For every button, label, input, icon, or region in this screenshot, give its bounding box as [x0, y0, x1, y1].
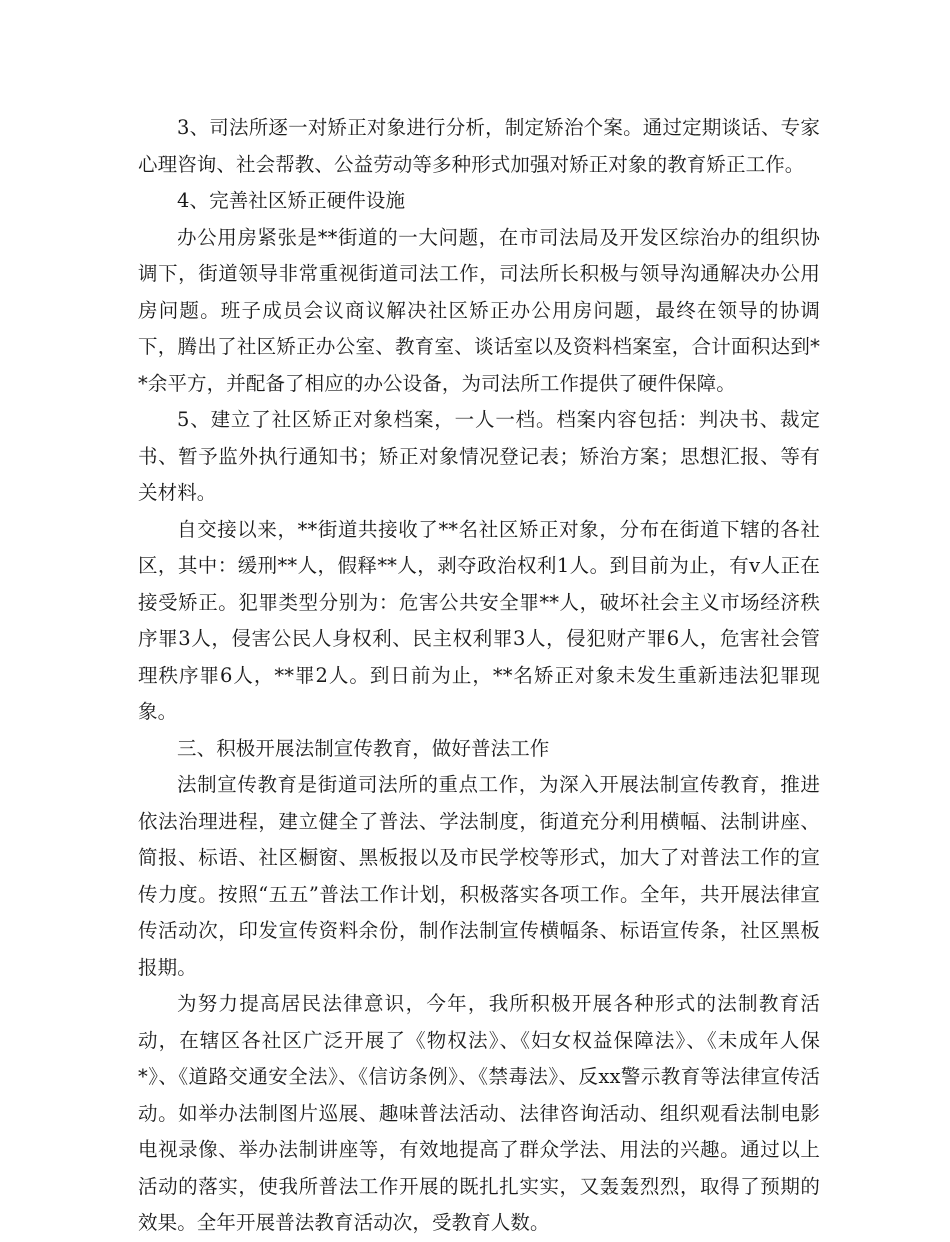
section-heading-legal-education: 三、积极开展法制宣传教育，做好普法工作 — [177, 736, 550, 760]
section-heading-facilities: 4、完善社区矫正硬件设施 — [177, 189, 406, 212]
paragraph-correction-statistics: 自交接以来，**街道共接收了**名社区矫正对象，分布在街道下辖的各社区，其中：缓刑**人，假释**人，剥夺政治权利1人。到目前为止，有v人正在接受矫正。犯罪类型分别为：危害公共安全罪**人，破坏社会主义市场经济秩序罪3人，侵害公民人身权利、民主权利罪3人，侵犯财产罪6人，危害社会管理秩序罪6人，**罪2人。到日前为止，**名矫正对象未发生重新违法犯罪现象。 — [138, 517, 820, 723]
paragraph-office-space: 办公用房紧张是**街道的一大问题，在市司法局及开发区综治办的组织协调下，街道领导非常重视街道司法工作，司法所长积极与领导沟通解决办公用房问题。班子成员会议商议解决社区矫正办公用房问题，最终在领导的协调下，腾出了社区矫正办公室、教育室、谈话室以及资料档案室，合计面积达到**余平方，并配备了相应的办公设备，为司法所工作提供了硬件保障。 — [138, 225, 820, 395]
paragraph-legal-publicity: 法制宣传教育是街道司法所的重点工作，为深入开展法制宣传教育，推进依法治理进程，建立健全了普法、学法制度，街道充分利用横幅、法制讲座、简报、标语、社区橱窗、黑板报以及市民学校等形式，加大了对普法工作的宣传力度。按照“五五”普法工作计划，积极落实各项工作。全年，共开展法律宣传活动次，印发宣传资料余份，制作法制宣传横幅条、标语宣传条，社区黑板报期。 — [138, 773, 820, 979]
paragraph-item-3-case-analysis: 3、司法所逐一对矫正对象进行分析，制定矫治个案。通过定期谈话、专家心理咨询、社会帮教、公益劳动等多种形式加强对矫正对象的教育矫正工作。 — [138, 116, 820, 176]
paragraph-item-5-archives: 5、建立了社区矫正对象档案，一人一档。档案内容包括：判决书、裁定书、暂予监外执行通知书；矫正对象情况登记表；矫治方案；思想汇报、等有关材料。 — [138, 408, 820, 504]
document-body — [138, 110, 820, 1242]
paragraph-legal-activities: 为努力提高居民法律意识，今年，我所积极开展各种形式的法制教育活动，在辖区各社区广泛开展了《物权法》、《妇女权益保障法》、《未成年人保*》、《道路交通安全法》、《信访条例》、《禁毒法》、反xx警示教育等法律宣传活动。如举办法制图片巡展、趣味普法活动、法律咨询活动、组织观看法制电影电视录像、举办法制讲座等，有效地提高了群众学法、用法的兴趣。通过以上活动的落实，使我所普法工作开展的既扎扎实实，又轰轰烈烈，取得了预期的效果。全年开展普法教育活动次，受教育人数。 — [138, 992, 820, 1234]
